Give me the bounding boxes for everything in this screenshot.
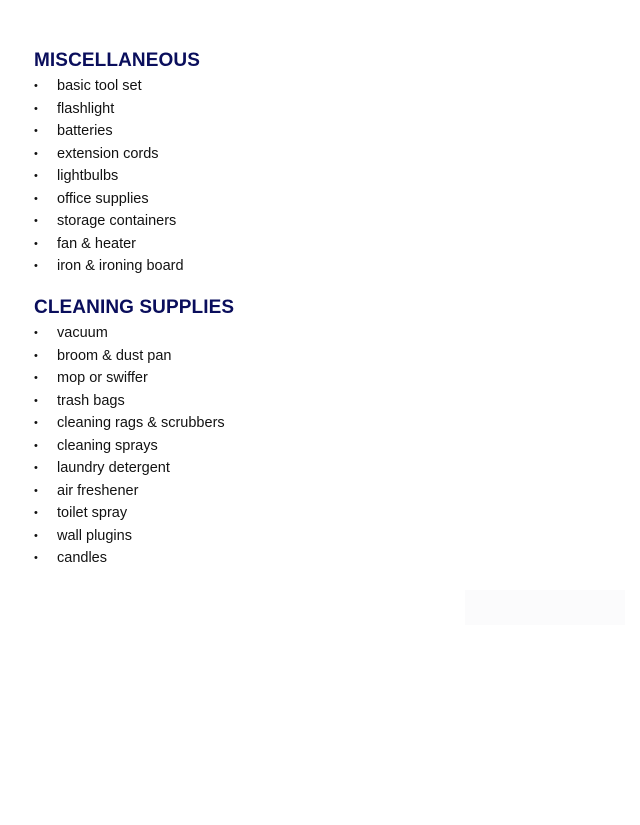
bullet-icon: • [34,394,38,407]
list-item [34,120,200,143]
bullet-icon: • [34,507,38,519]
item-label: basic tool set [57,78,142,94]
item-label: broom & dust pan [57,347,172,364]
bullet-icon: • [34,125,38,137]
item-label: iron & ironing board [57,258,184,274]
bullet-icon: • [34,260,38,272]
list-item [34,457,234,480]
section-title: CLEANING SUPPLIES [34,297,235,318]
bullet-icon: • [34,349,38,362]
item-label: trash bags [57,392,125,409]
item-label: storage containers [57,213,177,229]
list-item [34,525,234,548]
list-item [34,233,200,256]
item-label: cleaning rags & scrubbers [57,415,225,431]
list-item [34,390,234,413]
list-item [34,165,200,188]
item-list [34,322,234,570]
section-cleaning-supplies [34,297,234,570]
bullet-icon: • [34,170,38,182]
section-miscellaneous [34,50,200,278]
item-label: mop or swiffer [57,370,148,386]
list-item [34,143,200,166]
item-label: lightbulbs [57,168,119,184]
item-label: air freshener [57,482,139,499]
bullet-icon: • [34,327,38,339]
list-item [34,502,234,525]
item-label: candles [57,550,107,566]
item-list [34,75,200,278]
bullet-icon: • [34,552,38,564]
item-label: laundry detergent [57,460,170,476]
list-item [34,480,234,503]
bullet-icon: • [34,192,38,205]
list-item [34,75,200,98]
list-item [34,367,234,390]
list-item [34,255,200,278]
item-label: flashlight [57,100,115,117]
bullet-icon: • [34,439,38,452]
list-item [34,547,234,570]
item-label: office supplies [57,190,149,207]
bullet-icon: • [34,80,38,92]
bullet-icon: • [34,462,38,474]
list-item [34,412,234,435]
list-item [34,188,200,211]
item-label: fan & heater [57,235,136,252]
list-item [34,345,234,368]
bullet-icon: • [34,215,38,227]
bullet-icon: • [34,102,38,115]
item-label: batteries [57,123,113,139]
item-label: extension cords [57,145,159,162]
faint-background-block [465,590,625,625]
bullet-icon: • [34,417,38,429]
item-label: vacuum [57,325,108,341]
bullet-icon: • [34,529,38,542]
bullet-icon: • [34,484,38,497]
section-title: MISCELLANEOUS [34,50,200,71]
bullet-icon: • [34,147,38,160]
list-item [34,98,200,121]
list-item [34,210,200,233]
list-item [34,435,234,458]
bullet-icon: • [34,237,38,250]
item-label: cleaning sprays [57,437,158,454]
item-label: wall plugins [57,527,132,544]
bullet-icon: • [34,372,38,384]
list-item [34,322,234,345]
item-label: toilet spray [57,505,128,521]
